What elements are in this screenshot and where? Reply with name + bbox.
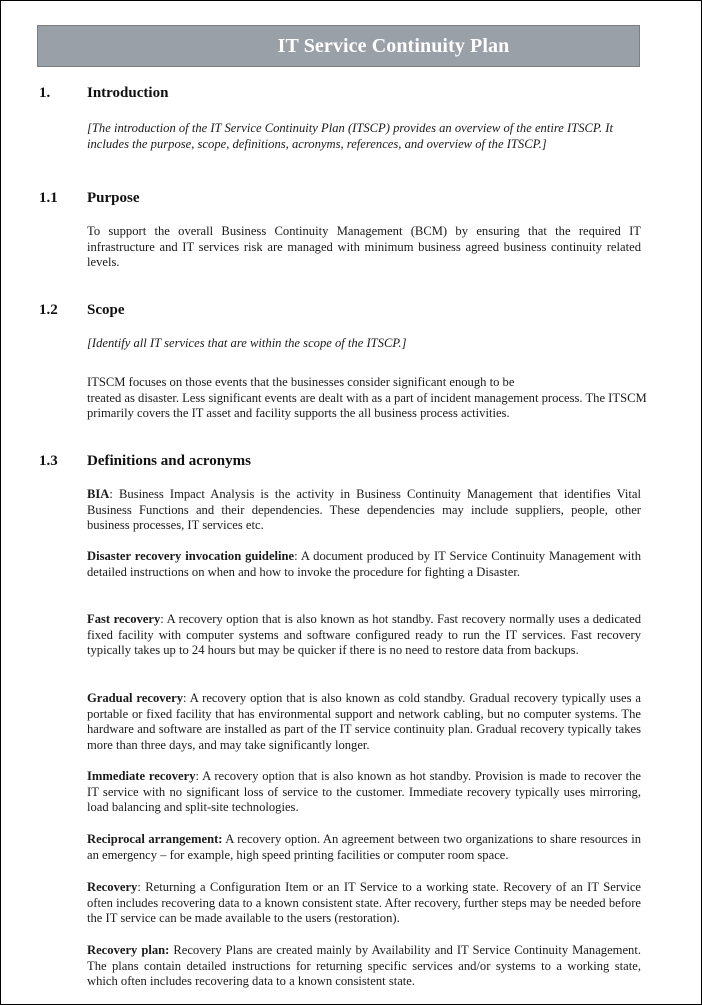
section-heading-definitions [39, 453, 251, 470]
definition-term: Immediate recovery [87, 769, 196, 783]
section-number: 1.2 [39, 302, 58, 318]
section-heading-introduction [39, 85, 168, 102]
definition-text: A recovery option that is also known as hot standby. Provision is made to recover the IT service with no significant loss of service to the customer. Immediate recovery typically uses mirroring, load balancing and split-site technologies. [87, 769, 641, 815]
scope-paragraph-line1: ITSCM focuses on those events that the businesses consider significant enough to be [87, 375, 515, 389]
definition-term: Disaster recovery invocation guideline [87, 549, 295, 563]
section-title: Introduction [87, 85, 169, 101]
document-title: IT Service Continuity Plan [277, 34, 510, 57]
definition-term: Recovery [87, 880, 138, 894]
definition-disaster-recovery-invocation-guideline [87, 549, 641, 580]
definition-text: A recovery option that is also known as cold standby. Gradual recovery typically uses a portable or fixed facility that has environmental support and network cabling, but no computer systems. The hardware and software are installed as part of the IT service continuity plan. Gradual recovery typically takes more than three days, and may take significantly longer. [87, 691, 642, 752]
definition-term: Fast recovery [87, 612, 161, 626]
definition-text: Returning a Configuration Item or an IT Service to a working state. Recovery of an IT Service often includes recovering data to a known consistent state. After recovery, further steps may be needed before the IT service can be made available to the users (restoration). [87, 880, 641, 926]
definition-fast-recovery [87, 612, 641, 659]
introduction-paragraph: [The introduction of the IT Service Continuity Plan (ITSCP) provides an overview of the entire ITSCP. It includes the purpose, scope, definitions, acronyms, references, and overview of the ITSCP.] [87, 121, 613, 151]
definition-reciprocal-arrangement [87, 832, 641, 863]
definition-immediate-recovery [87, 769, 641, 816]
section-title: Purpose [87, 190, 140, 206]
definition-recovery-plan [87, 943, 641, 990]
definition-text: A recovery option that is also known as hot standby. Fast recovery normally uses a dedicated fixed facility with computer systems and software configured ready to run the IT services. Fast recovery typically takes up to 24 hours but may be quicker if there is no need to restore data from backups. [87, 612, 641, 658]
definition-text: A recovery option. An agreement between two organizations to share resources in an emergency – for example, high speed printing facilities or computer room space. [87, 832, 641, 862]
definition-gradual-recovery [87, 691, 641, 753]
definition-text: Business Impact Analysis is the activity in Business Continuity Management that identifies Vital Business Functions and their dependencies. These dependencies may include suppliers, people, other business processes, IT services etc. [87, 487, 641, 533]
definition-separator: : [137, 880, 146, 894]
section-heading-scope [39, 302, 125, 319]
purpose-paragraph: To support the overall Business Continuity Management (BCM) by ensuring that the required IT infrastructure and IT services risk are managed with minimum business agreed business continuity related levels. [87, 224, 641, 270]
definition-term: Reciprocal arrangement: [87, 832, 223, 846]
definition-separator: : [109, 487, 120, 501]
scope-paragraph: treated as disaster. Less significant events are dealt with as a part of incident management process. The ITSCM primarily covers the IT asset and facility supports the all business process activities. [87, 390, 647, 421]
definition-separator: : [294, 549, 301, 563]
section-title: Scope [87, 302, 125, 318]
definition-separator: : [195, 769, 203, 783]
section-number: 1.3 [39, 453, 58, 469]
section-heading-purpose [39, 190, 140, 207]
definition-term: BIA [87, 487, 110, 501]
definition-term: Gradual recovery [87, 691, 184, 705]
definition-text: Recovery Plans are created mainly by Availability and IT Service Continuity Management. The plans contain detailed instructions for returning specific services and/or systems to a working state, which often includes recovering data to a known consistent state. [87, 943, 641, 989]
definition-term: Recovery plan: [87, 943, 170, 957]
definition-text: A document produced by IT Service Continuity Management with detailed instructions on when and how to invoke the procedure for fighting a Disaster. [87, 549, 642, 579]
section-number: 1. [39, 85, 51, 101]
definition-bia [87, 487, 641, 534]
definition-separator: : [183, 691, 190, 705]
section-number: 1.1 [39, 190, 58, 206]
definition-recovery [87, 880, 641, 927]
scope-placeholder-paragraph: [Identify all IT services that are within the scope of the ITSCP.] [87, 336, 407, 350]
definition-separator: : [160, 612, 167, 626]
document-title-banner [37, 25, 640, 67]
section-title: Definitions and acronyms [87, 453, 251, 469]
